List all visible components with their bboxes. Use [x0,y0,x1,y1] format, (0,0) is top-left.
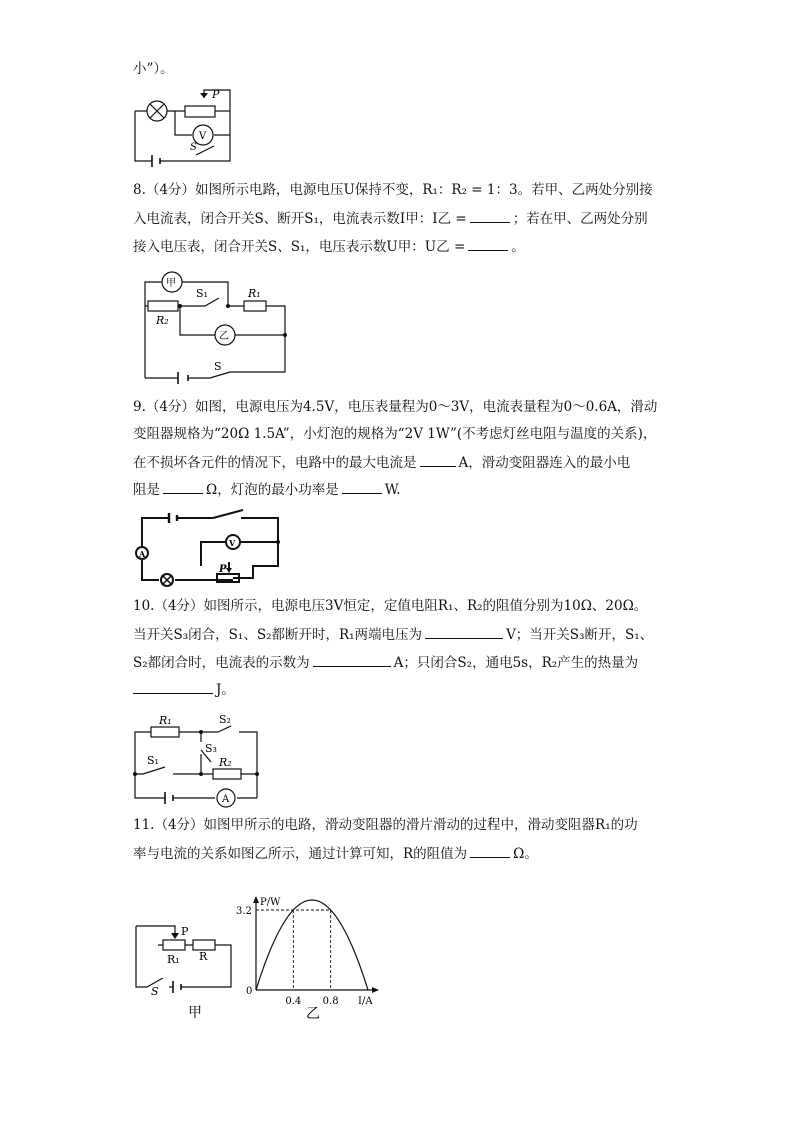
q11-line2a: 率与电流的关系如图乙所示，通过计算可知，R的阻值为 [133,846,468,862]
q8-line2 [133,208,648,228]
q10-line2a: 当开关S₃闭合，S₁、S₂都断开时，R₁两端电压为 [133,627,423,643]
q9-circuit [133,510,283,590]
q7-p-label: P [212,88,220,101]
q9-line4c: W. [384,482,401,498]
q8-circuit [140,268,290,383]
q11-line2b: Ω。 [513,846,538,862]
q10-a-label: A [222,794,230,805]
q11-r-label: R [199,950,208,963]
x-tick-label-1: 0.4 [285,996,302,1007]
q10-r1-label: R₁ [159,714,172,727]
q11-jia-caption: 甲 [188,1005,202,1021]
q10-line3b: A；只闭合S₂，通电5s，R₂产生的热量为 [393,655,639,671]
q10-line4b: J。 [216,682,235,698]
q11-s-label: S [151,985,159,998]
q8-s-label: S [214,360,222,373]
q9-line3a: 在不损坏各元件的情况下，电路中的最大电流是 [133,455,417,471]
q9-a-label: A [139,549,146,559]
power-curve [256,900,368,990]
q11-power-current-graph [236,890,386,1022]
q10-line2 [133,624,653,644]
q9-p-label: P [219,564,227,575]
q7-circuit [130,86,240,166]
q8-r1-label: R₁ [248,287,261,300]
q8-line3a: 接入电压表，闭合开关S、S₁，电压表示数U甲：U乙 = [133,239,466,255]
q8-jia-label: 甲 [166,278,176,289]
q10-s1-label: S₁ [147,754,159,767]
q9-blank2[interactable] [163,479,203,494]
q8-line2a: 入电流表，闭合开关S、断开S₁，电流表示数I甲：I乙 = [133,211,467,227]
q10-line2b: V；当开关S₃断开，S₁、 [506,627,654,643]
q8-blank2[interactable] [468,236,508,251]
q9-line4 [133,479,401,499]
q9-line3b: A，滑动变阻器连入的最小电 [458,455,631,471]
q9-line3 [133,452,630,472]
q10-blank2[interactable] [313,652,391,667]
q10-line3 [133,652,638,672]
q8-line1: 8.（4分）如图所示电路，电源电压U保持不变，R₁：R₂ = 1：3。若甲、乙两处分别接 [133,182,653,198]
q11-circuit [133,920,238,1020]
origin-label: 0 [246,986,253,997]
q9-line1: 9.（4分）如图，电源电压为4.5V，电压表量程为0～3V，电流表量程为0～0.6A，滑动 [133,399,658,415]
x-axis-arrow [372,987,379,993]
q8-yi-label: 乙 [219,331,229,342]
q8-blank1[interactable] [470,208,510,223]
q9-line2: 变阻器规格为“20Ω 1.5A”，小灯泡的规格为“2V 1W”(不考虑灯丝电阻与温度的关系)， [133,426,657,442]
q9-blank3[interactable] [342,479,382,494]
q9-line4b: Ω，灯泡的最小功率是 [206,482,339,498]
y-axis-label: P/W [260,897,281,908]
q11-line2 [133,843,538,863]
q9-line4a: 阻是 [133,482,160,498]
q7-tail: 小”）。 [133,61,174,77]
q10-circuit [133,712,263,804]
x-axis-label: I/A [358,996,373,1007]
q7-s-label: S [190,142,197,153]
yi-caption: 乙 [306,1006,320,1022]
q10-r2-label: R₂ [219,756,232,769]
q11-p-label: P [181,925,189,938]
q10-blank1[interactable] [425,624,503,639]
q11-blank1[interactable] [470,843,510,858]
q10-s3-label: S₃ [205,742,217,755]
q8-s1-label: S₁ [196,287,208,300]
q10-blank3[interactable] [133,679,213,694]
y-axis-arrow [253,896,259,903]
q11-line1: 11.（4分）如图甲所示的电路，滑动变阻器的滑片滑动的过程中，滑动变阻器R₁的功 [133,817,638,833]
x-tick-label-2: 0.8 [322,996,339,1007]
q7-v-label: V [199,131,207,142]
y-tick-label: 3.2 [236,906,252,917]
q10-s2-label: S₂ [219,713,231,726]
q10-line3a: S₂都闭合时，电流表的示数为 [133,655,310,671]
q11-r1-label: R₁ [167,953,180,966]
q8-r2-label: R₂ [156,314,169,327]
q8-line3 [133,236,525,256]
q10-line4 [133,679,235,699]
q9-v-label: V [229,538,236,548]
q10-line1: 10.（4分）如图所示，电源电压3V恒定，定值电阻R₁、R₂的阻值分别为10Ω、20Ω。 [133,598,648,614]
q8-line3b: 。 [511,239,525,255]
q9-blank1[interactable] [420,452,456,467]
q8-line2b: ；若在甲、乙两处分别 [512,211,648,227]
